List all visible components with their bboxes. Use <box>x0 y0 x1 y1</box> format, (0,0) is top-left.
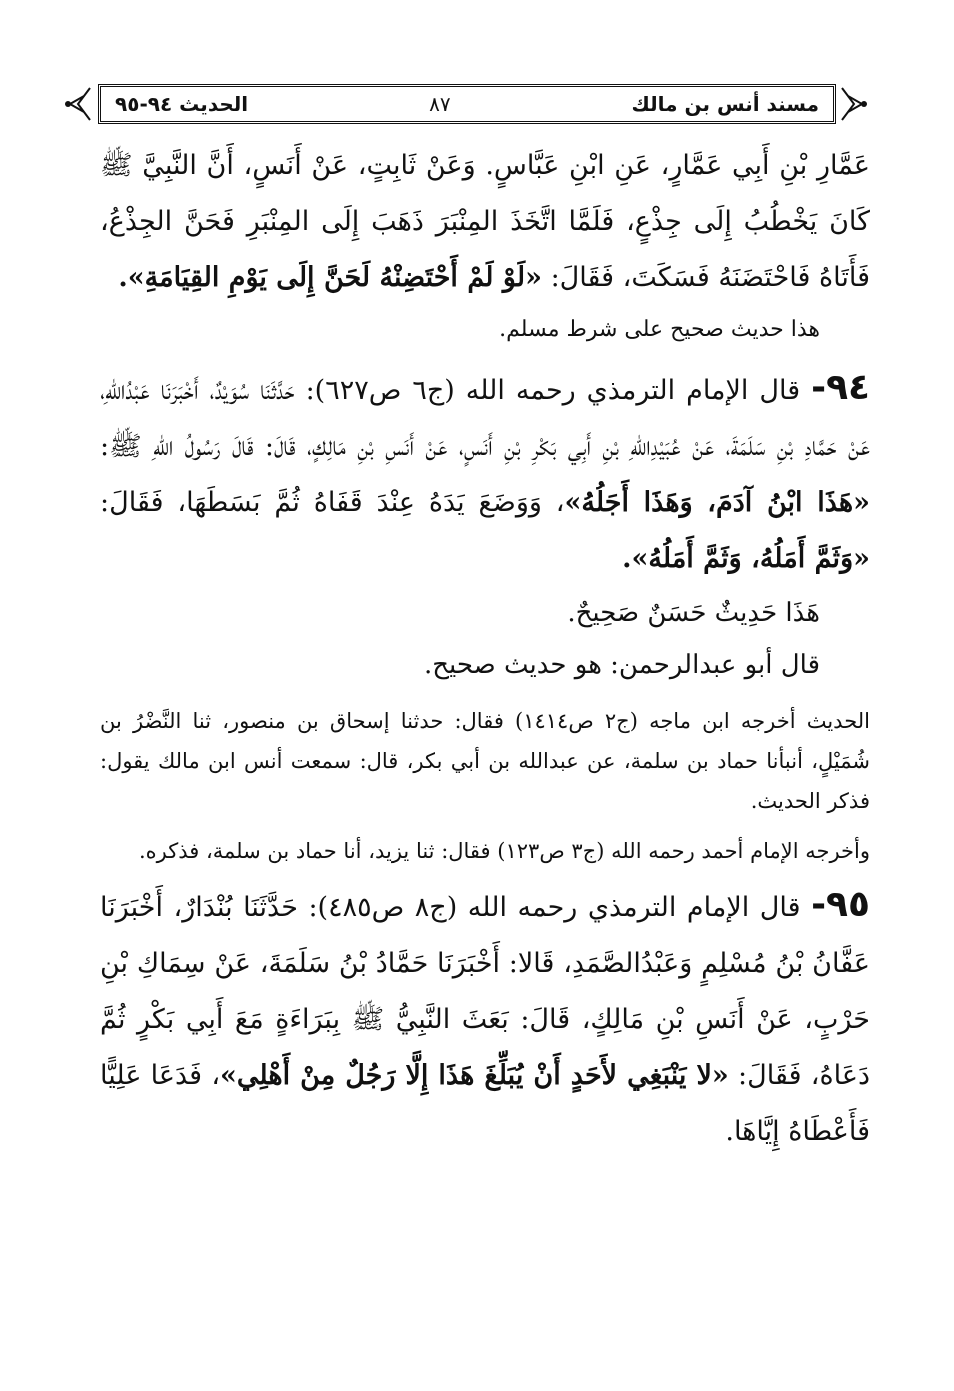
footnote-ibn-majah: الحديث أخرجه ابن ماجه (ج٢ ص١٤١٤) فقال: حدثنا إسحاق بن منصور، ثنا النَّضْرُ بن شُمَيْلٍ، أنبأنا حماد بن سلمة، عن عبدالله بن أبي بكر، قال: سمعت أنس ابن مالك يقول: فذكر الحديث. <box>100 709 870 813</box>
prophet-quote: «وَثَمَّ أَمَلُهُ، وَثَمَّ أَمَلُهُ». <box>622 543 870 574</box>
footnote-ahmad: وأخرجه الإمام أحمد رحمه الله (ج٣ ص١٢٣) فقال: ثنا يزيد، أنا حماد بن سلمة، فذكره. <box>138 839 870 863</box>
prophet-quote: «هَذَا ابْنُ آدَمَ، وَهَذَا أَجَلُهُ» <box>564 487 870 518</box>
paragraph-continuation <box>100 138 870 306</box>
author-grading: قال أبو عبدالرحمن: هو حديث صحيح. <box>424 650 820 680</box>
hadith-range: الحديث ٩٤-٩٥ <box>115 92 249 116</box>
page-number: ٨٧ <box>429 92 451 116</box>
hadith-number: ٩٤- <box>811 367 871 408</box>
hadith-95 <box>100 877 870 1160</box>
page-body <box>100 138 870 1160</box>
hadith-chain: قال الإمام الترمذي رحمه الله (ج٦ ص٦٢٧): حَدَّثَنَا سُوَيْدٌ، أَخْبَرَنَا عَبْدُاللهِ، عَنْ حَمَّادِ بْنِ سَلَمَةَ، عَنْ عُبَيْدِاللهِ بْنِ أَبِي بَكْرِ بْنِ أَنَسٍ، عَنْ أَنَسِ بْنِ مَالِكٍ، قَالَ: قَالَ رَسُولُ اللهِ ﷺ: <box>100 375 870 462</box>
hadith-number: ٩٥- <box>811 884 870 925</box>
prophet-quote: «لا يَنْبَغِي لأَحَدٍ أَنْ يُبَلِّغَ هَذَا إِلَّا رَجُلٌ مِنْ أَهْلِي» <box>220 1060 729 1091</box>
prophet-quote: «لَوْ لَمْ أَحْتَضِنْهُ لَحَنَّ إِلَى يَوْمِ القِيَامَةِ». <box>118 262 542 293</box>
paragraph-text: عَمَّارِ بْنِ أَبِي عَمَّارٍ، عَنِ ابْنِ عَبَّاسٍ. وَعَنْ ثَابِتٍ، عَنْ أَنَسٍ، أَنَّ النَّبِيَّ ﷺ كَانَ يَخْطُبُ إِلَى جِذْعٍ، فَلَمَّا اتَّخَذَ المِنْبَرَ ذَهَبَ إِلَى المِنْبَرِ فَحَنَّ الجِذْعُ، فَأَتَاهُ فَاحْتَضَنَهُ فَسَكَتَ، فَقَالَ: <box>100 150 870 293</box>
header-ornament-right-icon <box>840 84 870 124</box>
hadith-text: ، فَدَعَا عَلِيًّا فَأَعْطَاهُ إِيَّاهَا. <box>100 1060 870 1147</box>
hadith-text: ، وَوَضَعَ يَدَهُ عِنْدَ قَفَاهُ ثُمَّ بَسَطَهَا، فَقَالَ: <box>100 487 565 518</box>
running-header <box>98 84 836 124</box>
tirmidhi-grading: هَذَا حَدِيثٌ حَسَنٌ صَحِيحٌ. <box>567 598 820 628</box>
hadith-chain: قال الإمام الترمذي رحمه الله (ج٨ ص٤٨٥): حَدَّثَنَا بُنْدَارٌ، أَخْبَرَنَا عَفَّانُ بْنُ مُسْلِمٍ وَعَبْدُالصَّمَدِ، قَالا: أَخْبَرَنَا حَمَّادُ بْنُ سَلَمَةَ، عَنْ سِمَاكِ بْنِ حَرْبٍ، عَنْ أَنَسِ بْنِ مَالِكٍ، قَالَ: بَعَثَ النَّبِيُّ ﷺ بِبَرَاءَةٍ مَعَ أَبِي بَكْرٍ ثُمَّ دَعَاهُ، فَقَالَ: <box>100 892 871 1091</box>
grading-statement: هذا حديث صحيح على شرط مسلم. <box>499 317 820 342</box>
header-ornament-left-icon <box>62 84 92 124</box>
hadith-94 <box>100 360 870 587</box>
book-title: مسند أنس بن مالك <box>631 92 819 116</box>
